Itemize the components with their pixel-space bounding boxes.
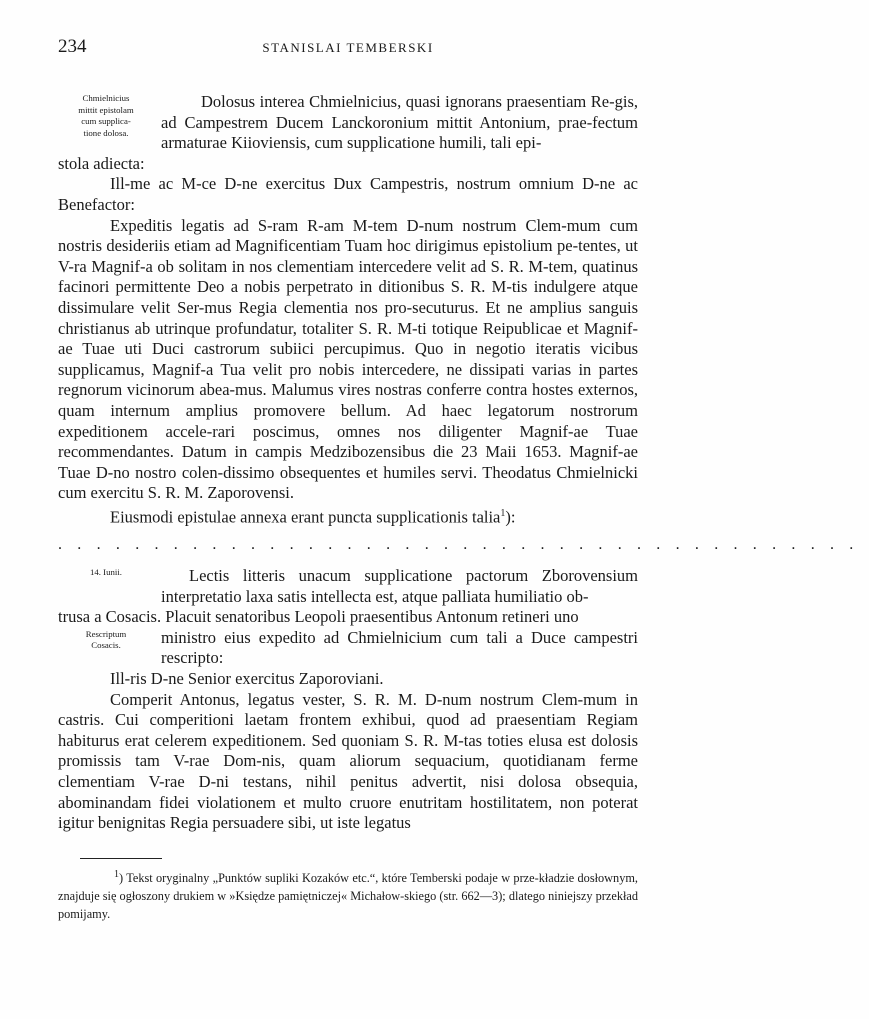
margin-note-date: 14. Iunii.: [89, 566, 122, 577]
page-header: [58, 36, 638, 66]
main-text: [58, 92, 869, 834]
paragraph: Eiusmodi epistulae annexa erant puncta supplicationis talia$^1$):: [110, 507, 516, 527]
paragraph: Lectis litteris unacum supplicatione pactorum Zborovensium interpretatio laxa satis intellecta est, atque palliata humiliatio ob-: [161, 565, 638, 606]
paragraph: Comperit Antonus, legatus vester, S. R. M. D-num nostrum Clem-mum in castris. Cui comperitioni laetam frontem exhibui, quod ad praesentiam Regiam habiturus erat celerem expeditionem. Sed quoniam S. R. M-tas toties elusa est dolosis promissis tam V-rae Dom-nis, quam aliorum sequacium, quotidianam ferme clementiam V-rae D-ni testans, nihil penitus advertit, nisi dolosa obsequia, abominandam fidei violationem et multo cruore enutritam hostilitatem, non poterat igitur benignitas Regia persuadere sibi, ut iste legatus: [58, 689, 638, 833]
paragraph: Ill-ris D-ne Senior exercitus Zaporoviani.: [110, 668, 384, 688]
paragraph: trusa a Cosacis. Placuit senatoribus Leopoli praesentibus Antonum retineri uno: [58, 607, 579, 627]
ellipsis-row: ..........................................: [58, 535, 869, 553]
paragraph-with-margin-note: [58, 566, 638, 607]
page-number: 234: [58, 36, 87, 57]
paragraph: Expeditis legatis ad S-ram R-am M-tem D-num nostrum Clem-mum cum nostris desideriis etiam ad Magnificentiam Tuam hoc dirigimus epistolium pe-tentes, ut V-ra Magnif-a ob solitam in nos clementiam intercedere velit ad S. R. M-tem, quatinus facinori permittente Deo a nobis perpetrato in ditionibus S. R. M-tis indulgere atque dissimulare velit Ser-mus Regia clementia nos pro-secuturus. Et ne amplius sanguis christianus ab utrinque profundatur, totaliter S. R. M-ti totique Reipublicae et Magnif-ae Tuae uti Duci castrorum subiici percupimus. Quo in negotio iteratis vicibus supplicamus, Magnif-a Tua velit pro nobis intercedere, ne dissipati varias in partes regnorum vicinorum abea-mus. Malumus vires nostras conferre contra hostes externos, quam internum amplius promovere bellum. Ad haec legatorum nostrorum expeditionem accele-rari poscimus, omnes nos diligenter Magnif-ae Tuae recommendantes. Datum in campis Medzibozensibus die 23 Maii 1653. Magnif-ae Tuae D-no nostro colen-dissimo obsequentes et humiles servi. Theodatus Chmielnicki cum exercitu S. R. M. Zaporovensi.: [58, 215, 638, 503]
paragraph: Dolosus interea Chmielnicius, quasi ignorans praesentiam Re-gis, ad Campestrem Ducem Lanckoronium mittit Antonium, prae-fectum armaturae Kiioviensis, cum supplicatione humili, tali epi-: [161, 92, 638, 153]
paragraph: ministro eius expedito ad Chmielnicium cum tali a Duce campestri rescripto:: [161, 627, 638, 668]
footnote-text: ) Tekst oryginalny „Punktów supliki Kozaków etc.“, które Temberski podaje w prze-kładzie dosłownym, znajduje się ogłoszony drukiem w »Księdze pamiętniczej« Michałow-skiego (str. 662—3); dlatego niniejszy przekład pomijamy.: [58, 871, 638, 922]
paragraph: Ill-me ac M-ce D-ne exercitus Dux Campestris, nostrum omnium D-ne ac Benefactor:: [58, 174, 638, 214]
paragraph: stola adiecta:: [58, 153, 145, 173]
running-head: STANISLAI TEMBERSKI: [262, 40, 434, 55]
paragraph-with-margin-note: [58, 628, 638, 669]
paragraph-with-margin-note: [58, 92, 638, 154]
footnote: [58, 866, 638, 923]
footnote-marker: 1: [114, 869, 119, 880]
margin-note-rescriptum: Rescriptum Cosacis.: [85, 628, 127, 651]
footnote-divider: [80, 858, 162, 859]
margin-note-chmielnicius: Chmielnicius mittit epistolam cum supplica- tione dolosa.: [78, 93, 134, 138]
footnote-ref[interactable]: 1: [500, 507, 506, 519]
